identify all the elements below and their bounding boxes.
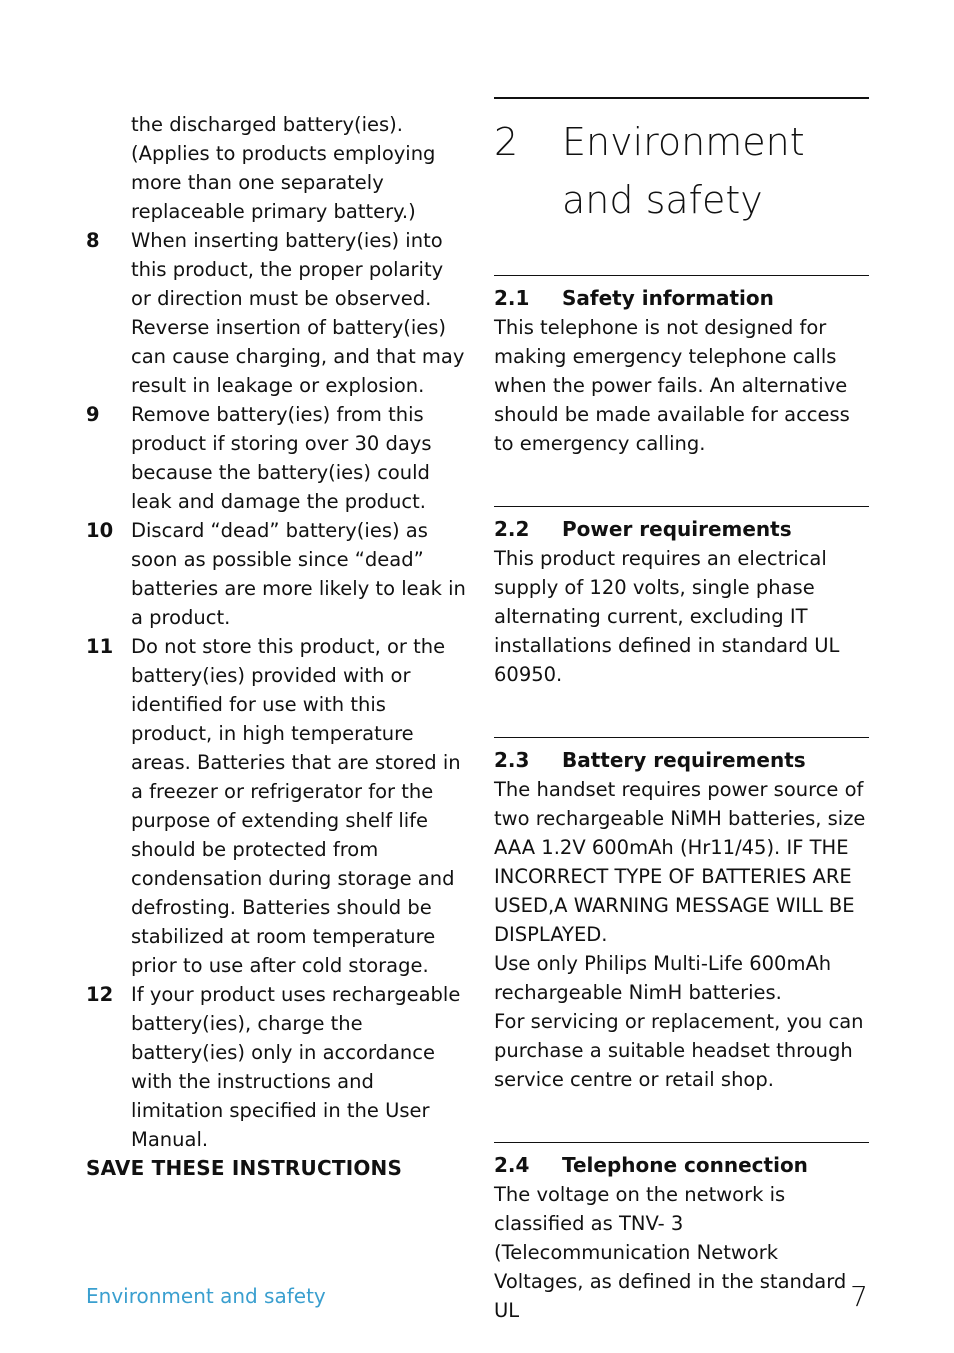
- section-title: Power requirements: [562, 517, 792, 541]
- chapter-number: 2: [494, 120, 519, 164]
- footer-section-label: Environment and safety: [86, 1284, 326, 1308]
- item-text: If your product uses rechargeable battery(ies), charge the battery(ies) only in accordance with the instructions and limitation specified in the User Manual.: [131, 983, 461, 1151]
- list-item-9: [86, 400, 466, 516]
- section-divider: [494, 1142, 869, 1143]
- section-number: 2.2: [494, 517, 530, 541]
- chapter-title: Environment and safety: [562, 120, 805, 222]
- section-title: Safety information: [562, 286, 774, 310]
- section-title: Telephone connection: [562, 1153, 808, 1177]
- section-body-secondary: Use only Philips Multi-Life 600mAh rechargeable NimH batteries.: [494, 952, 832, 1004]
- item-text: Do not store this product, or the battery(ies) provided with or identified for use with this product, in high temperature areas. Batteries that are stored in a freezer or refrigerator for the purpose of extending shelf life should be protected from condensation during storage and defrosting. Batteries should be stabilized at room temperature prior to use after cold storage.: [131, 635, 461, 977]
- left-column: [86, 110, 466, 1183]
- list-item-12: [86, 980, 466, 1154]
- save-instructions-heading: SAVE THESE INSTRUCTIONS: [86, 1156, 403, 1180]
- section-2-2: [494, 506, 869, 689]
- section-number: 2.3: [494, 748, 530, 772]
- list-item-11: [86, 632, 466, 980]
- intro-paragraph: the discharged battery(ies). (Applies to products employing more than one separately replaceable primary battery.): [131, 113, 436, 223]
- section-2-4: [494, 1142, 869, 1325]
- page-number: 7: [850, 1280, 868, 1313]
- section-title: Battery requirements: [562, 748, 806, 772]
- chapter-divider: [494, 97, 869, 99]
- list-item-8: [86, 226, 466, 400]
- section-heading: [494, 1151, 869, 1180]
- item-number: 10: [86, 519, 114, 542]
- section-number: 2.4: [494, 1153, 530, 1177]
- section-divider: [494, 506, 869, 507]
- section-body: The handset requires power source of two rechargeable NiMH batteries, size AAA 1.2V 600mAh (Hr11/45). IF THE INCORRECT TYPE OF BATTERIES ARE USED,A WARNING MESSAGE WILL BE DISPLAYED.: [494, 778, 866, 946]
- item-number: 12: [86, 983, 114, 1006]
- item-number: 11: [86, 635, 114, 658]
- section-heading: [494, 284, 869, 313]
- item-number: 8: [86, 229, 100, 252]
- right-column: [494, 97, 869, 1325]
- section-divider: [494, 275, 869, 276]
- item-text: Discard “dead” battery(ies) as soon as possible since “dead” batteries are more likely to leak in a product.: [131, 519, 466, 629]
- section-number: 2.1: [494, 286, 530, 310]
- item-text: Remove battery(ies) from this product if storing over 30 days because the battery(ies) could leak and damage the product.: [131, 403, 432, 513]
- list-item-10: [86, 516, 466, 632]
- item-number: 9: [86, 403, 100, 426]
- section-body: This product requires an electrical supply of 120 volts, single phase alternating current, excluding IT installations defined in standard UL 60950.: [494, 547, 840, 686]
- section-body: This telephone is not designed for making emergency telephone calls when the power fails. An alternative should be made available for access to emergency calling.: [494, 316, 850, 455]
- section-heading: [494, 746, 869, 775]
- section-divider: [494, 737, 869, 738]
- chapter-heading: [494, 113, 869, 229]
- item-text: When inserting battery(ies) into this product, the proper polarity or direction must be observed. Reverse insertion of battery(ies) can cause charging, and that may result in leakage or explosion.: [131, 229, 465, 397]
- section-body-tertiary: For servicing or replacement, you can purchase a suitable headset through service centre or retail shop.: [494, 1010, 864, 1091]
- section-body: The voltage on the network is classified as TNV- 3 (Telecommunication Network Voltages, as defined in the standard UL: [494, 1183, 847, 1322]
- section-2-3: [494, 737, 869, 1094]
- section-heading: [494, 515, 869, 544]
- section-2-1: [494, 275, 869, 458]
